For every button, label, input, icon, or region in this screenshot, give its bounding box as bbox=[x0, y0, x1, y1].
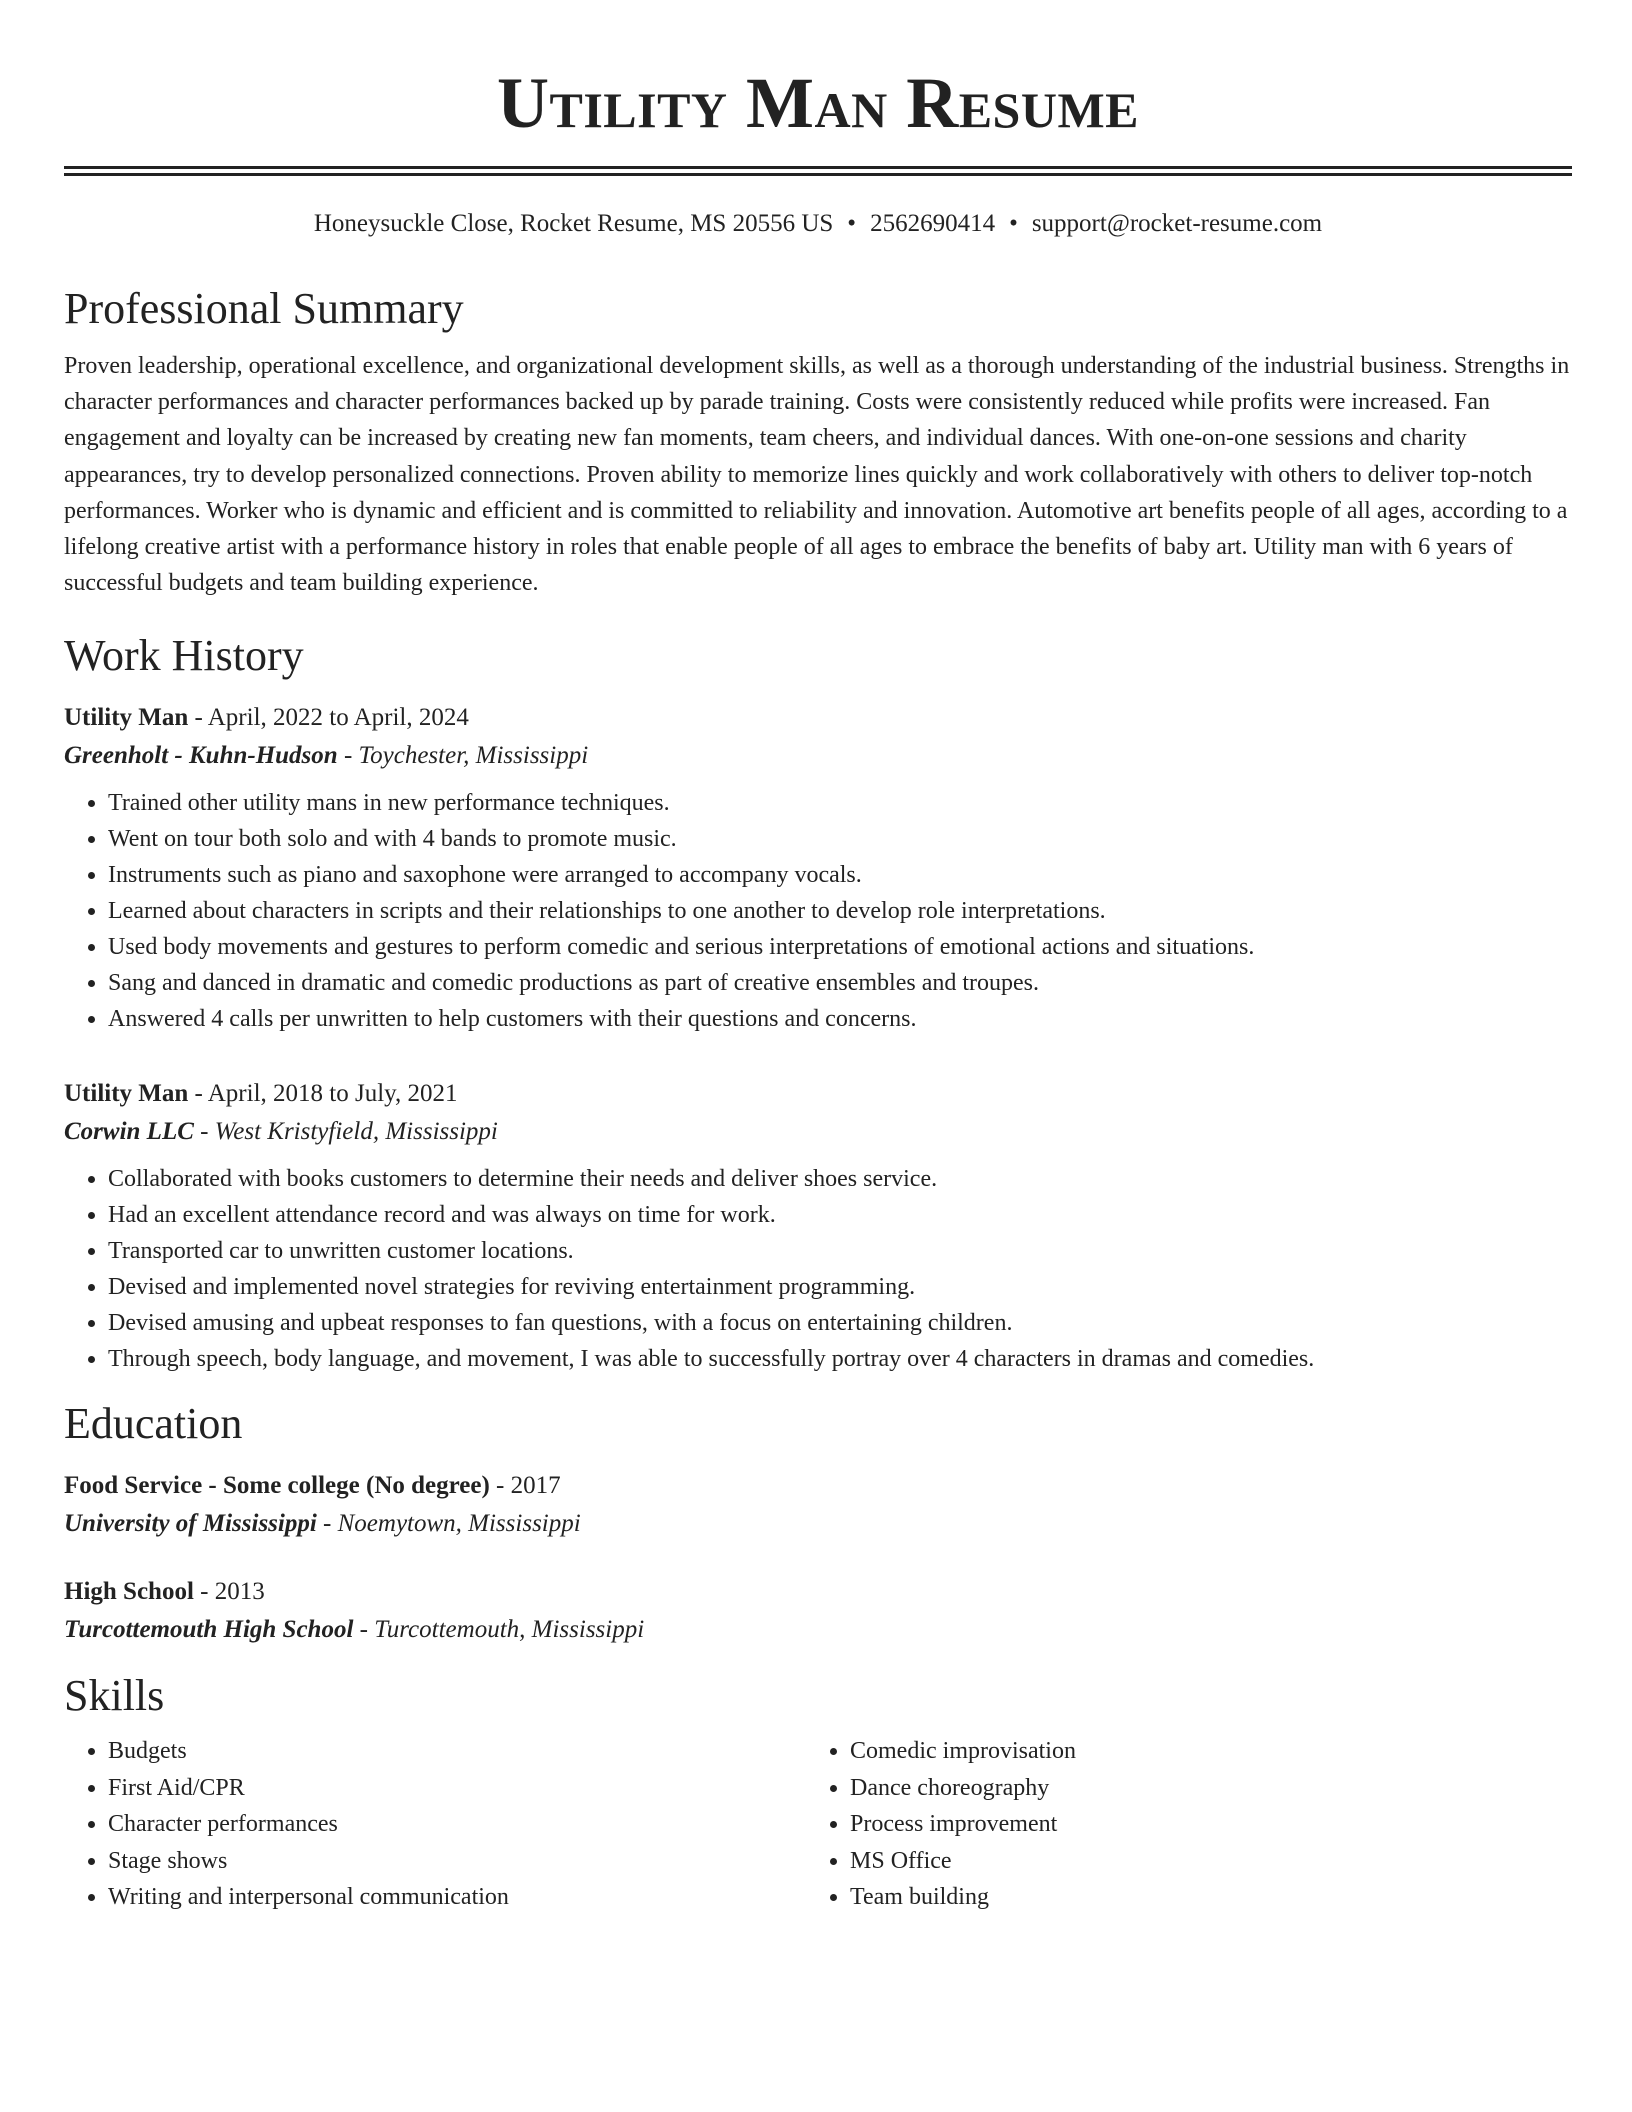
education-degree: High School bbox=[64, 1578, 194, 1606]
job-bullet: • Collaborated with books customers to determine their needs and deliver shoes service. bbox=[108, 1161, 1572, 1197]
summary-text: Proven leadership, operational excellence, and organizational development skills, as well as a thorough understanding of the industrial business. Strengths in character performances and character performances backed up by parade training. Costs were consistently reduced while profits were increased. Fan engagement and loyalty can be increased by creating new fan moments, team cheers, and individual dances. With one-on-one sessions and charity appearances, try to develop personalized connections. Proven ability to memorize lines quickly and work collaboratively with others to deliver top-notch performances. Worker who is dynamic and efficient and is committed to reliability and innovation. Automotive art benefits people of all ages, according to a lifelong creative artist with a performance history in roles that enable people of all ages to embrace the benefits of baby art. Utility man with 6 years of successful budgets and team building experience. bbox=[64, 353, 1570, 597]
skill-item: • First Aid/CPR bbox=[108, 1770, 806, 1807]
summary-heading: Professional Summary bbox=[64, 284, 464, 333]
title-divider bbox=[64, 166, 1572, 176]
job-bullet: • Instruments such as piano and saxophone were arranged to accompany vocals. bbox=[108, 857, 1572, 893]
job-dates: - April, 2018 to July, 2021 bbox=[188, 1080, 458, 1108]
skill-item: • MS Office bbox=[850, 1843, 1548, 1880]
education-degree-line bbox=[64, 1467, 1572, 1505]
job-bullet: • Went on tour both solo and with 4 bands to promote music. bbox=[108, 821, 1572, 857]
job-bullet: • Trained other utility mans in new performance techniques. bbox=[108, 785, 1572, 821]
skills-list bbox=[64, 1733, 1572, 1916]
job-entry bbox=[64, 699, 1572, 1037]
education-school-line bbox=[64, 1505, 1572, 1543]
skill-item: • Writing and interpersonal communication bbox=[108, 1879, 806, 1916]
skill-item: • Dance choreography bbox=[850, 1770, 1548, 1807]
education-year: - 2013 bbox=[193, 1578, 265, 1606]
education-entry bbox=[64, 1467, 1572, 1543]
job-entry bbox=[64, 1075, 1572, 1377]
job-title: Utility Man bbox=[64, 704, 189, 732]
job-location: - Toychester, Mississippi bbox=[337, 742, 589, 770]
job-bullets bbox=[64, 1161, 1572, 1377]
contact-phone: 2562690414 bbox=[870, 210, 996, 237]
job-title-line bbox=[64, 699, 1572, 737]
resume-title: Utility Man Resume bbox=[496, 63, 1140, 143]
job-bullet: • Transported car to unwritten customer locations. bbox=[108, 1233, 1572, 1269]
job-company-line bbox=[64, 1113, 1572, 1151]
job-bullet: • Learned about characters in scripts and their relationships to one another to develop role interpretations. bbox=[108, 893, 1572, 929]
job-company-line bbox=[64, 737, 1572, 775]
education-school: University of Mississippi bbox=[64, 1510, 317, 1538]
job-title: Utility Man bbox=[64, 1080, 189, 1108]
skill-item: • Comedic improvisation bbox=[850, 1733, 1548, 1770]
job-company: Greenholt - Kuhn-Hudson bbox=[64, 742, 338, 770]
skills-heading: Skills bbox=[64, 1671, 165, 1721]
skill-item: • Process improvement bbox=[850, 1806, 1548, 1843]
education-degree: Food Service - Some college (No degree) bbox=[64, 1472, 490, 1500]
skill-item: • Stage shows bbox=[108, 1843, 806, 1880]
education-entry bbox=[64, 1573, 1572, 1649]
job-bullet: • Had an excellent attendance record and was always on time for work. bbox=[108, 1197, 1572, 1233]
contact-separator: • bbox=[1009, 210, 1018, 237]
education-school: Turcottemouth High School bbox=[64, 1616, 354, 1644]
job-title-line bbox=[64, 1075, 1572, 1113]
job-bullet: • Through speech, body language, and movement, I was able to successfully portray over 4 characters in dramas and comedies. bbox=[108, 1341, 1572, 1377]
contact-address: Honeysuckle Close, Rocket Resume, MS 20556 US bbox=[313, 210, 834, 237]
job-bullet: • Used body movements and gestures to perform comedic and serious interpretations of emotional actions and situations. bbox=[108, 929, 1572, 965]
education-school-line bbox=[64, 1611, 1572, 1649]
job-bullet: • Devised and implemented novel strategies for reviving entertainment programming. bbox=[108, 1269, 1572, 1305]
education-year: - 2017 bbox=[489, 1472, 561, 1500]
job-bullet: • Devised amusing and upbeat responses to fan questions, with a focus on entertaining children. bbox=[108, 1305, 1572, 1341]
education-degree-line bbox=[64, 1573, 1572, 1611]
job-company: Corwin LLC bbox=[64, 1118, 194, 1146]
work-history-heading: Work History bbox=[64, 631, 304, 681]
job-dates: - April, 2022 to April, 2024 bbox=[188, 704, 469, 732]
skill-item: • Budgets bbox=[108, 1733, 806, 1770]
job-bullet: • Answered 4 calls per unwritten to help customers with their questions and concerns. bbox=[108, 1001, 1572, 1037]
job-location: - West Kristyfield, Mississippi bbox=[193, 1118, 498, 1146]
skills-column-right bbox=[806, 1733, 1548, 1916]
job-bullets bbox=[64, 785, 1572, 1037]
skill-item: • Team building bbox=[850, 1879, 1548, 1916]
contact-separator: • bbox=[847, 210, 857, 237]
contact-line bbox=[64, 208, 1572, 240]
education-location: - Turcottemouth, Mississippi bbox=[353, 1616, 645, 1644]
contact-email: support@rocket-resume.com bbox=[1031, 210, 1323, 237]
job-bullet: • Sang and danced in dramatic and comedic productions as part of creative ensembles and troupes. bbox=[108, 965, 1572, 1001]
education-heading: Education bbox=[64, 1399, 243, 1449]
resume-page bbox=[64, 0, 1572, 1916]
education-location: - Noemytown, Mississippi bbox=[316, 1510, 581, 1538]
skill-item: • Character performances bbox=[108, 1806, 806, 1843]
skills-column-left bbox=[64, 1733, 806, 1916]
